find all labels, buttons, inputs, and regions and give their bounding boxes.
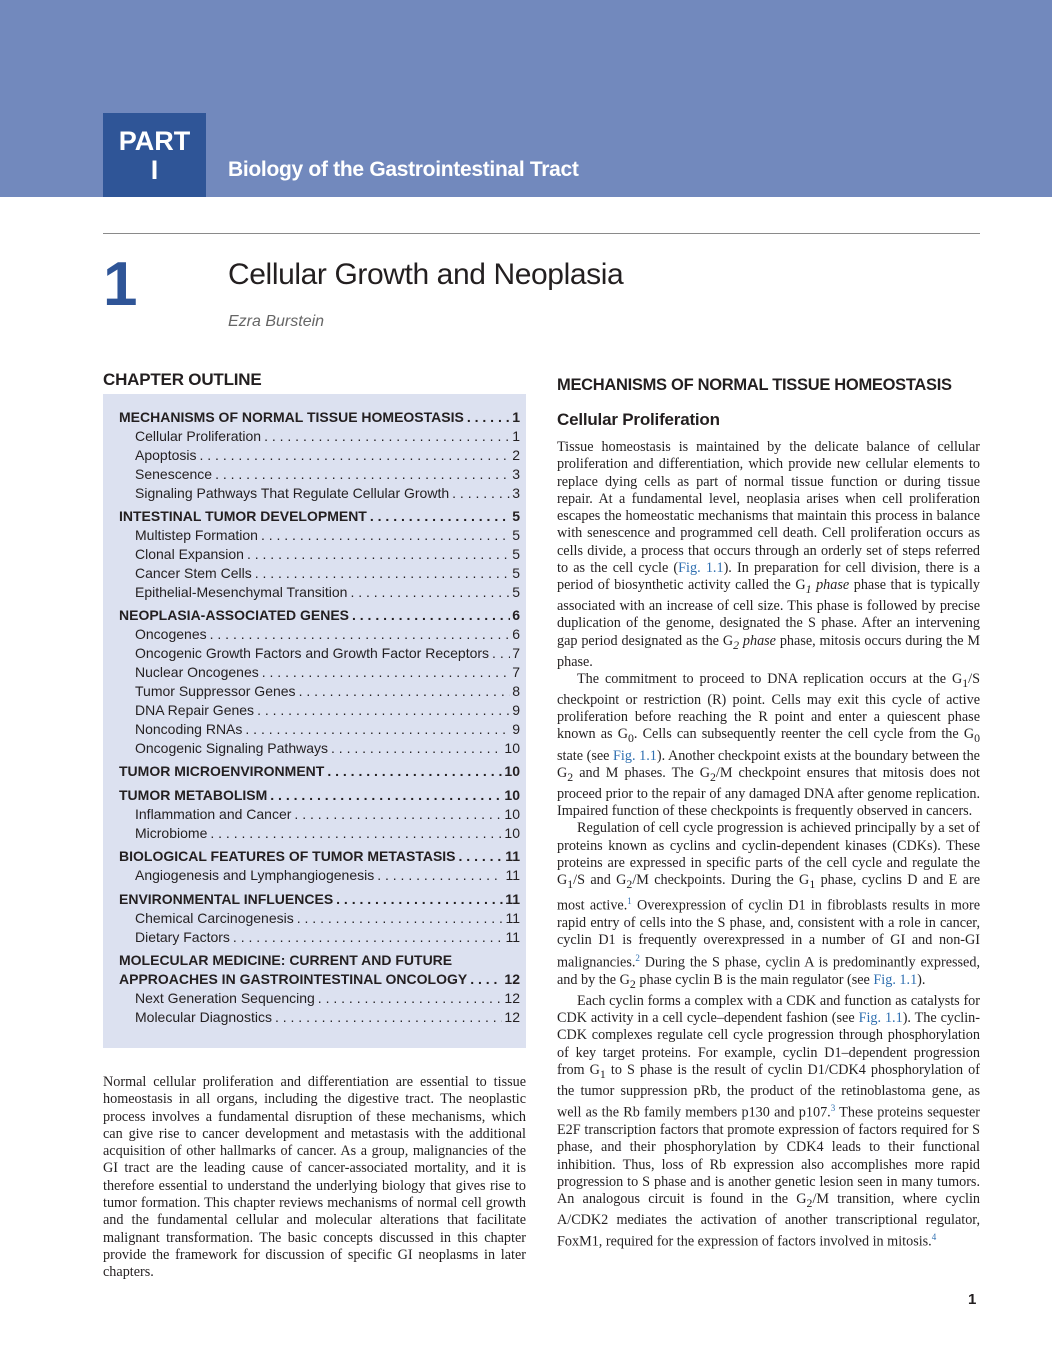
outline-entry-title: BIOLOGICAL FEATURES OF TUMOR METASTASIS — [119, 848, 456, 865]
leader-dots — [467, 970, 502, 989]
leader-dots — [489, 644, 510, 663]
outline-entry-main[interactable] — [119, 507, 520, 526]
outline-heading: CHAPTER OUTLINE — [103, 370, 262, 389]
outline-entry-title: DNA Repair Genes — [135, 701, 255, 718]
figure-link[interactable]: Fig. 1.1 — [873, 971, 918, 988]
outline-entry-title: ENVIRONMENTAL INFLUENCES — [119, 890, 334, 907]
outline-entry-sub[interactable] — [119, 583, 520, 602]
outline-entry-title: Clonal Expansion — [135, 546, 244, 563]
outline-entry-title: MECHANISMS OF NORMAL TISSUE HOMEOSTASIS — [119, 409, 464, 425]
outline-entry-page: 10 — [504, 739, 520, 756]
chapter-author: Ezra Burstein — [228, 313, 325, 330]
outline-entry-title: Chemical Carcinogenesis — [135, 909, 294, 926]
leader-dots — [212, 465, 510, 484]
outline-entry-page: 7 — [512, 645, 520, 662]
outline-entry-main[interactable] — [119, 606, 520, 625]
leader-dots — [252, 564, 511, 583]
outline-entry-page: 12 — [504, 971, 520, 988]
outline-entry-page: 11 — [505, 848, 520, 865]
outline-entry-page: 11 — [505, 909, 520, 926]
leader-dots — [464, 408, 510, 427]
outline-entry-page: 9 — [512, 701, 520, 718]
outline-entry-page: 7 — [512, 664, 520, 681]
figure-link[interactable]: Fig. 1.1 — [678, 559, 724, 576]
leader-dots — [207, 824, 502, 843]
leader-dots — [347, 583, 510, 602]
outline-entry-main[interactable] — [119, 951, 520, 989]
outline-entry-page: 11 — [505, 890, 520, 907]
citation-link[interactable]: 4 — [931, 1232, 937, 1243]
outline-entry-sub[interactable] — [119, 663, 520, 682]
outline-entry-sub[interactable] — [119, 909, 520, 928]
outline-entry-title: Signaling Pathways That Regulate Cellular Growth — [135, 484, 450, 501]
outline-entry-page: 6 — [512, 626, 520, 643]
outline-entry-sub[interactable] — [119, 484, 520, 503]
chapter-number: 1 — [103, 250, 138, 319]
outline-entry-title: Apoptosis — [135, 446, 197, 463]
outline-entry-page: 2 — [512, 446, 520, 463]
outline-entry-title: Microbiome — [135, 824, 208, 841]
outline-entry-title: TUMOR MICROENVIRONMENT — [119, 763, 325, 780]
leader-dots — [196, 446, 510, 465]
outline-entry-page: 11 — [505, 867, 520, 884]
leader-dots — [207, 625, 511, 644]
part-numeral: I — [150, 155, 159, 185]
intro-paragraph-block — [103, 1074, 526, 1282]
outline-entry-sub[interactable] — [119, 446, 520, 465]
outline-entry-sub[interactable] — [119, 989, 520, 1008]
intro-paragraph: Normal cellular proliferation and differentiation are essential to tissue homeostasis in all organs, including the digestive tract. The neoplastic process involves a fundamental disruption of these mechanisms, which can give rise to cancer development and metastasis with the additional acquisition of other hallmarks of cancer. As a group, malignancies of the GI tract are the leading cause of cancer-associated mortality, and it is therefore essential to understand the underlying biology that gives rise to tumor formation. This chapter reviews mechanisms of normal cell growth and the fundamental cellular and molecular alterations that facilitate malignant transformation. The basic concepts discussed in this chapter provide the framework for discussion of specific GI neoplasms in later chapters. — [103, 1074, 526, 1281]
citation-link[interactable]: 1 — [627, 896, 632, 907]
leader-dots — [244, 545, 510, 564]
outline-entry-page: 12 — [504, 1009, 520, 1025]
leader-dots — [254, 701, 510, 720]
outline-entry-title: TUMOR METABOLISM — [119, 786, 268, 803]
leader-dots — [272, 1008, 502, 1027]
outline-entry-page: 9 — [512, 720, 520, 737]
leader-dots — [242, 720, 510, 739]
citation-link[interactable]: 2 — [635, 952, 640, 963]
citation-link[interactable]: 3 — [830, 1103, 836, 1114]
leader-dots — [294, 909, 504, 928]
outline-entry-page: 10 — [504, 786, 520, 803]
outline-entry-title: Multistep Formation — [135, 527, 258, 544]
leader-dots — [267, 786, 502, 805]
section-heading: MECHANISMS OF NORMAL TISSUE HOMEOSTASIS — [557, 376, 952, 394]
outline-entry-sub[interactable] — [119, 545, 520, 564]
outline-entry-sub[interactable] — [119, 682, 520, 701]
outline-entry-title: Next Generation Sequencing — [135, 990, 315, 1007]
outline-entry-sub[interactable] — [119, 644, 520, 663]
leader-dots — [328, 739, 502, 758]
outline-entry-sub[interactable] — [119, 564, 520, 583]
outline-entry-page: 5 — [512, 546, 520, 563]
part-title: Biology of the Gastrointestinal Tract — [228, 158, 579, 181]
outline-entry-title: Nuclear Oncogenes — [135, 664, 259, 681]
outline-entry-page: 8 — [512, 683, 520, 700]
page-number: 1 — [968, 1291, 977, 1308]
body-text — [557, 439, 980, 1251]
paragraph-4: Each cyclin forms a complex with a CDK and function as catalysts for CDK activity in a cell cycle–dependent fashion (see Fig. 1.1). The cyclin-CDK complexes regulate cell cycle progression through phosphorylation of key target proteins. For example, cyclin D1–dependent progression from $G_1$ to S phase is the result of cyclin D1/CDK4 phosphorylation of the tumor suppression pRb, the product of the retinoblastoma gene, as well as the Rb family members p130 and p107.$^3$ These proteins sequester E2F transcription factors that promote expression of factors required for S phase, and their phosphorylation by CDK4 leads to their functional inhibition. Thus, loss of Rb expression also accomplishes more rapid progression to S phase and is another genetic lesion seen in many tumors. An analogous circuit is found in the $G_2/M$ transition, where cyclin A/CDK2 mediates the activation of another transcriptional regulator, FoxM1, required for the expression of factors involved in mitosis.$^4$ — [557, 992, 981, 1251]
outline-entry-page: 12 — [504, 990, 520, 1007]
outline-entry-main[interactable] — [119, 786, 520, 805]
leader-dots — [456, 847, 504, 866]
outline-entry-page: 6 — [512, 607, 520, 624]
outline-entry-sub[interactable] — [119, 465, 520, 484]
outline-entry-sub[interactable] — [119, 701, 520, 720]
outline-entry-page: 3 — [512, 465, 520, 482]
outline-entry-title: Oncogenic Growth Factors and Growth Factor Receptors — [135, 645, 490, 662]
leader-dots — [259, 663, 510, 682]
outline-entry-title: Noncoding RNAs — [135, 720, 243, 737]
outline-entry-title: Molecular Diagnostics — [135, 1009, 272, 1025]
outline-entry-main[interactable] — [119, 847, 520, 866]
outline-entry-sub[interactable] — [119, 866, 520, 885]
outline-entry-sub[interactable] — [119, 805, 520, 824]
figure-link[interactable]: Fig. 1.1 — [858, 1010, 903, 1027]
outline-entry-title: INTESTINAL TUMOR DEVELOPMENT — [119, 508, 367, 525]
paragraph-3: Regulation of cell cycle progression is achieved principally by a set of proteins known as cyclins and cyclin-dependent kinases (CDKs). These proteins are expressed in specific parts of the cell cycle and regulate the $G_1/S$ and $G_2/M$ checkpoints. During the $G_1$ phase, cyclins D and E are most active.$^1$ Overexpression of cyclin D1 in fibroblasts results in more rapid entry of cells into the S phase, and, consistent with a role in cancer, cyclin D1 is frequently overexpressed in a number of GI and non-GI malignancies.$^2$ During the S phase, cyclin A is predominantly expressed, and by the $G_2$ phase cyclin B is the main regulator (see Fig. 1.1). — [557, 820, 980, 991]
outline-entry-page: 10 — [504, 824, 520, 841]
leader-dots — [324, 762, 502, 781]
leader-dots — [291, 805, 502, 824]
outline-entry-title: Senescence — [135, 465, 213, 482]
outline-entry-title-line1: MOLECULAR MEDICINE: CURRENT AND FUTURE — [119, 952, 453, 969]
outline-entry-page: 5 — [512, 508, 520, 525]
outline-entry-page: 5 — [512, 527, 520, 544]
outline-entry-title: Angiogenesis and Lymphangiogenesis — [135, 867, 375, 884]
leader-dots — [261, 427, 510, 446]
divider — [103, 233, 980, 234]
chapter-outline — [103, 394, 526, 1048]
leader-dots — [449, 484, 510, 503]
leader-dots — [315, 989, 503, 1008]
outline-entry-title: Inflammation and Cancer — [135, 805, 292, 822]
outline-entry-page: 5 — [512, 564, 520, 581]
chapter-title: Cellular Growth and Neoplasia — [228, 258, 624, 291]
outline-entry-page: 11 — [505, 928, 520, 945]
outline-entry-sub[interactable] — [119, 1008, 520, 1027]
outline-entry-title: Epithelial-Mesenchymal Transition — [135, 583, 348, 600]
leader-dots — [374, 866, 503, 885]
outline-entry-title: NEOPLASIA-ASSOCIATED GENES — [119, 607, 349, 624]
outline-entry-page: 1 — [512, 427, 520, 444]
leader-dots — [349, 606, 510, 625]
leader-dots — [333, 890, 503, 909]
outline-entry-title: Oncogenic Signaling Pathways — [135, 739, 329, 756]
outline-entry-title: Cellular Proliferation — [135, 427, 262, 444]
outline-entry-title: Cancer Stem Cells — [135, 564, 252, 581]
outline-entry-page: 3 — [512, 484, 520, 501]
outline-entry-page: 1 — [512, 409, 520, 425]
main-column — [557, 374, 980, 1251]
outline-list — [119, 408, 520, 947]
outline-entry-sub[interactable] — [119, 824, 520, 843]
leader-dots — [258, 526, 510, 545]
outline-entry-sub[interactable] — [119, 928, 520, 947]
outline-entry-sub[interactable] — [119, 526, 520, 545]
outline-entry-title: Tumor Suppressor Genes — [135, 683, 296, 700]
part-label-box — [103, 113, 206, 197]
section-subheading: Cellular Proliferation — [557, 410, 720, 429]
outline-entry-page: 10 — [504, 805, 520, 822]
leader-dots — [367, 507, 510, 526]
outline-entry-sub[interactable] — [119, 720, 520, 739]
figure-link[interactable]: Fig. 1.1 — [613, 747, 657, 764]
paragraph-1: Tissue homeostasis is maintained by the delicate balance of cellular proliferation and differentiation, which provide new cellular elements to replace dying cells as part of normal tissue function or during tissue repair. At a fundamental level, neoplasia arises when cell proliferation escapes the homeostatic mechanisms that maintain this process in balance with senescence and programmed cell death. Cell proliferation occurs as cells divide, a process that occurs through an orderly set of steps referred to as the cell cycle (Fig. 1.1). In preparation for cell division, there is a period of biosynthetic activity called the $G_1$ phase phase that is typically associated with an increase of cell size. This phase is followed by precise duplication of the genome, designated the S phase. After an intervening gap period designated as the $G_2$ phase phase, mitosis occurs during the M phase. — [557, 439, 981, 670]
outline-entry-title: Dietary Factors — [135, 928, 230, 945]
outline-entry-page: 10 — [504, 763, 520, 780]
leader-dots — [230, 928, 504, 947]
outline-entry-title: Oncogenes — [135, 626, 207, 643]
outline-list-final — [119, 989, 520, 1027]
outline-entry-page: 5 — [512, 583, 520, 600]
outline-entry-main[interactable] — [119, 890, 520, 909]
leader-dots — [296, 682, 511, 701]
paragraph-2: The commitment to proceed to DNA replication occurs at the $G_1/S$ checkpoint or restriction (R) point. Cells may exit this cycle of active proliferation before reaching the R point and enter a quiescent phase known as $G_0$. Cells can subsequently reenter the cell cycle from the $G_0$ state (see Fig. 1.1). Another checkpoint exists at the boundary between the $G_2$ and M phases. The $G_2/M$ checkpoint ensures that mitosis does not proceed prior to the repair of any damaged DNA after genome replication. Impaired function of these checkpoints is frequently observed in cancers. — [557, 670, 980, 820]
part-label: PART — [118, 126, 191, 156]
outline-entry-title-line2: APPROACHES IN GASTROINTESTINAL ONCOLOGY — [119, 971, 468, 988]
outline-entry-sub[interactable] — [119, 625, 520, 644]
outline-entry-sub[interactable] — [119, 739, 520, 758]
outline-entry-sub[interactable] — [119, 427, 520, 446]
outline-entry-main[interactable] — [119, 762, 520, 781]
outline-entry-main[interactable] — [119, 408, 520, 427]
